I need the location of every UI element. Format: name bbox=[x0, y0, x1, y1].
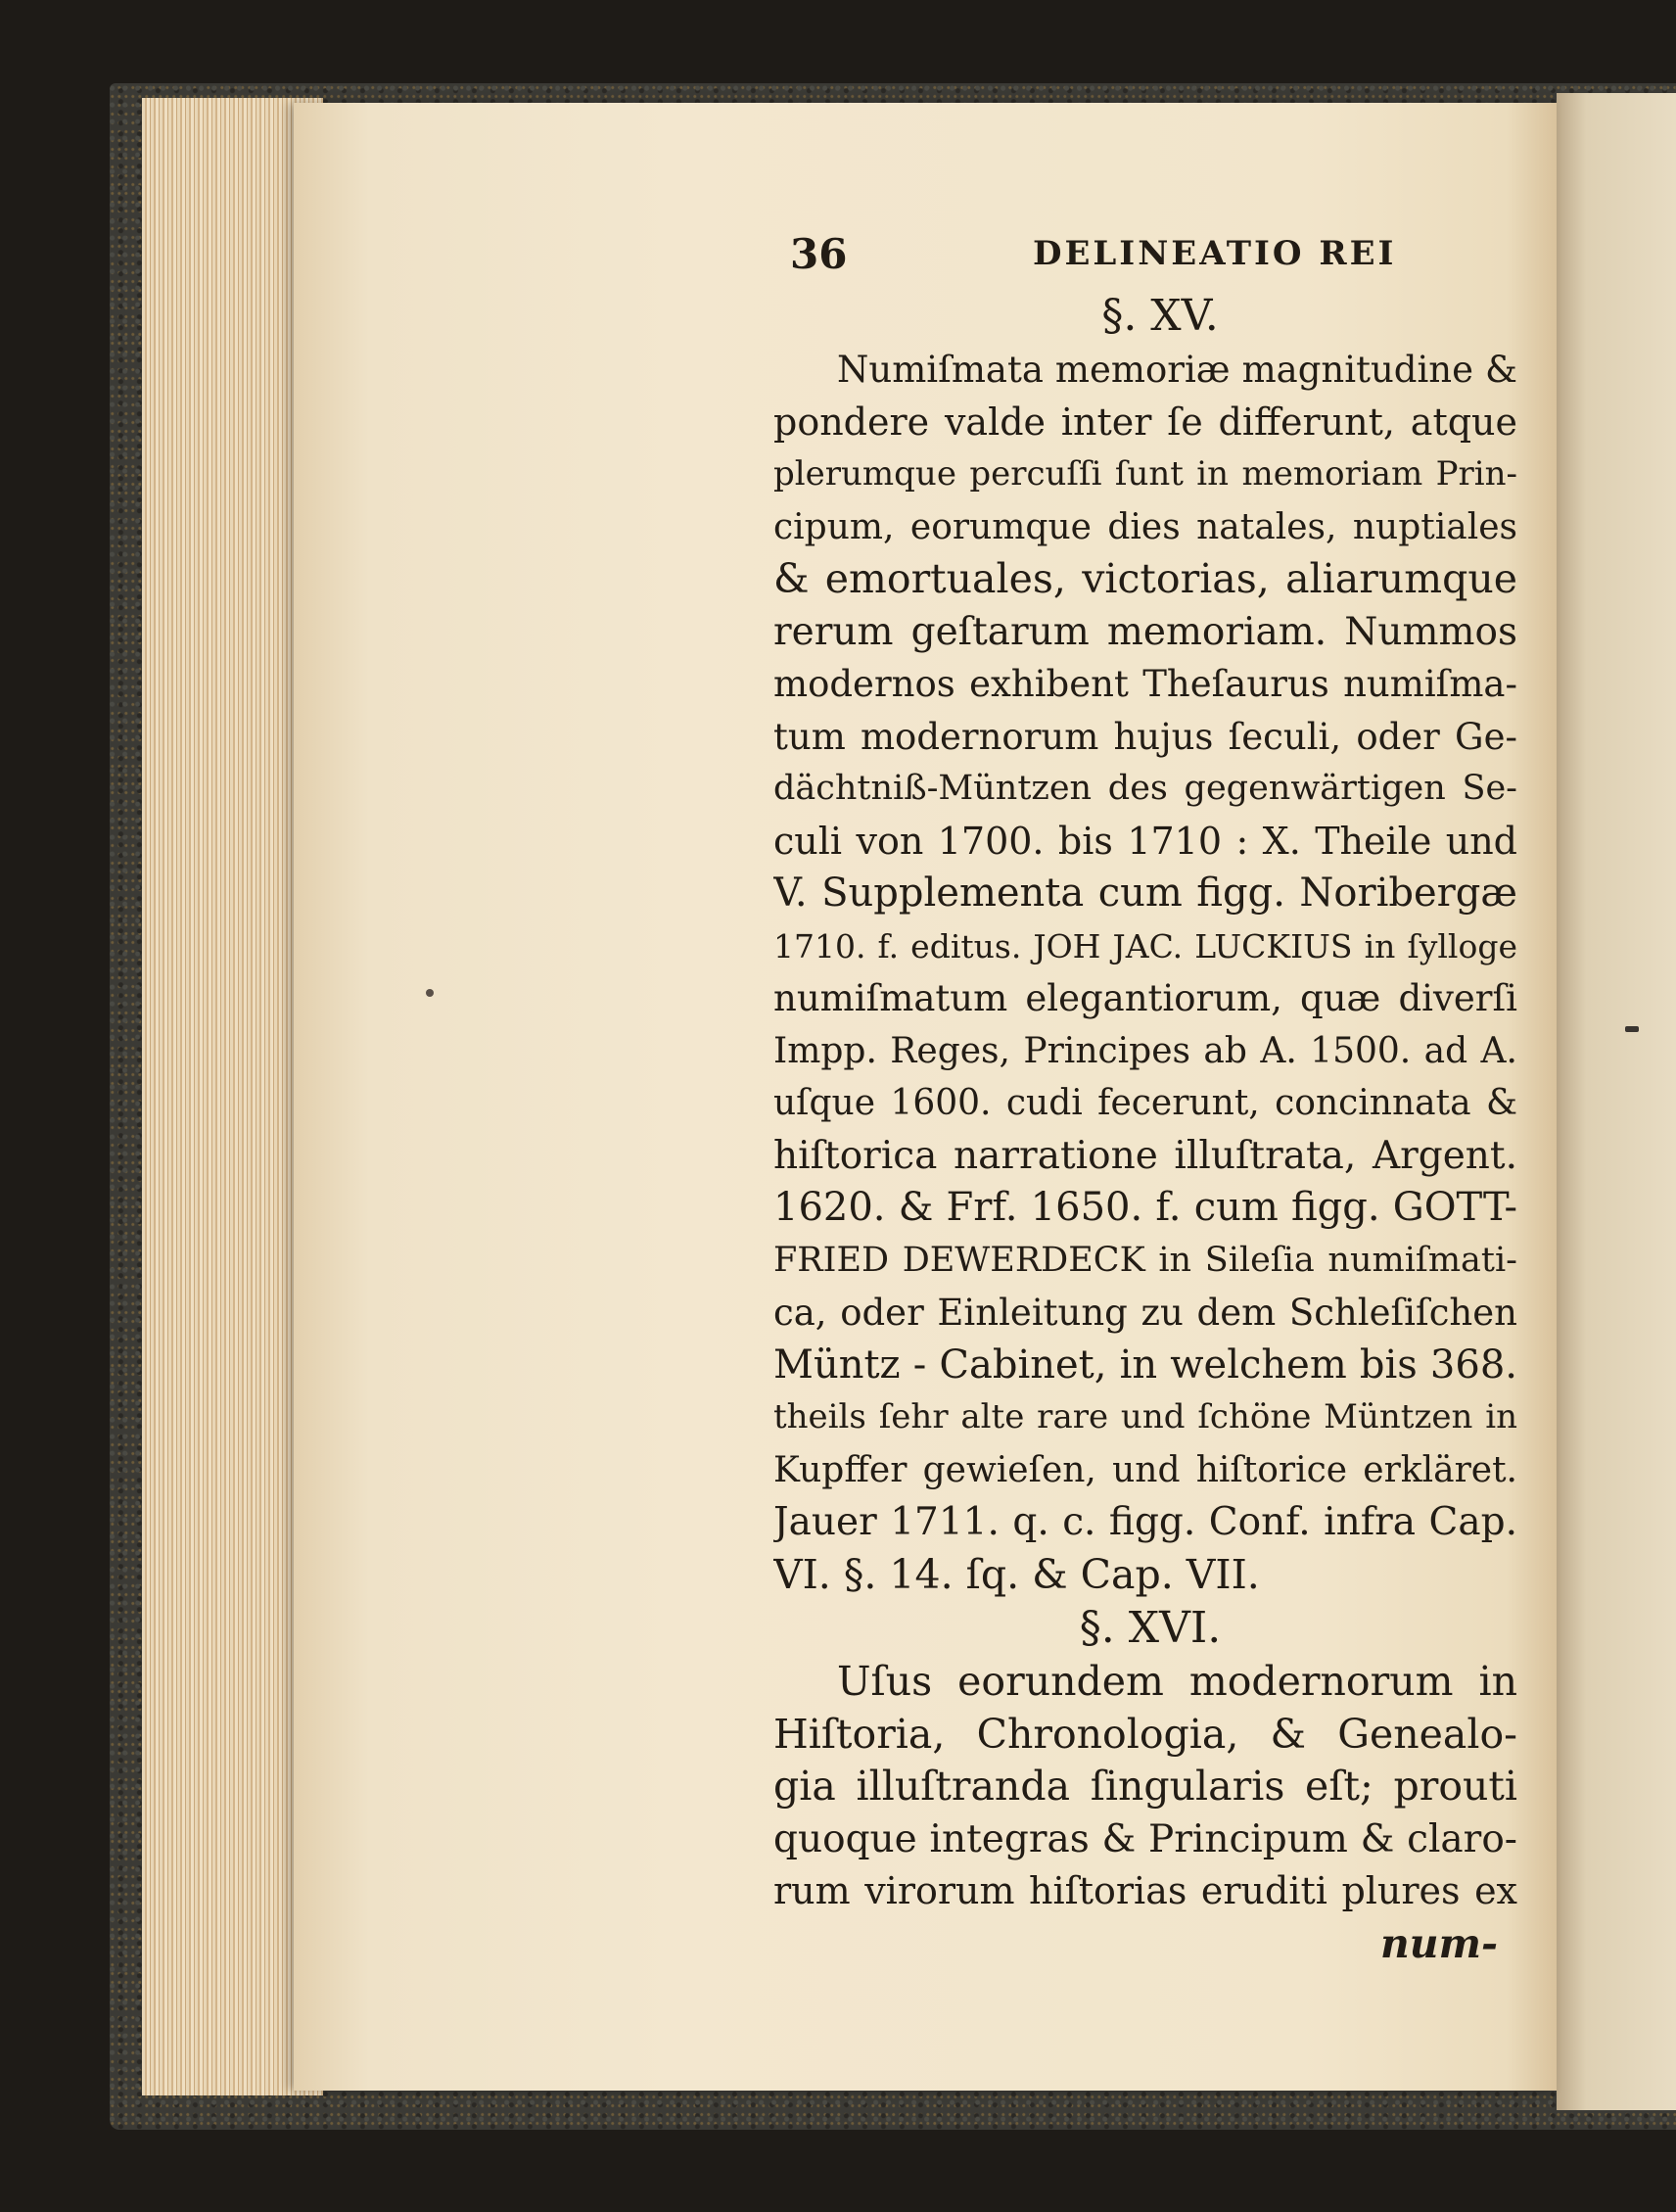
text-line: & emortuales, victorias, aliarumque bbox=[773, 555, 1517, 602]
section-heading-15: §. XV. bbox=[1101, 291, 1219, 341]
text-line: cipum, eorumque dies natales, nuptiales bbox=[773, 506, 1517, 547]
paragraph-section-15 bbox=[773, 344, 1517, 1601]
text-line: hiſtorica narratione illuſtrata, Argent. bbox=[773, 1133, 1517, 1178]
text-line: numiſmatum elegantiorum, quæ diverſi bbox=[773, 977, 1517, 1019]
text-line: 1710. f. editus. JOH JAC. LUCKIUS in ſylloge bbox=[773, 926, 1517, 965]
facing-page-mark bbox=[1625, 1026, 1639, 1032]
text-line: plerumque percuſſi ſunt in memoriam Prin- bbox=[773, 454, 1517, 494]
text-line: 1620. & Frf. 1650. f. cum figg. GOTT- bbox=[773, 1185, 1517, 1230]
text-line: theils ſehr alte rare und ſchöne Müntzen in bbox=[773, 1397, 1517, 1436]
page-blemish bbox=[426, 989, 434, 997]
facing-page bbox=[1557, 93, 1676, 2110]
page-header bbox=[773, 230, 1517, 289]
text-line: Impp. Reges, Principes ab A. 1500. ad A. bbox=[773, 1030, 1517, 1071]
text-line: Müntz - Cabinet, in welchem bis 368. bbox=[773, 1341, 1517, 1388]
text-line: uſque 1600. cudi fecerunt, concinnata & bbox=[773, 1083, 1517, 1123]
text-line: rum virorum hiſtorias eruditi plures ex bbox=[773, 1869, 1517, 1912]
page-number: 36 bbox=[790, 230, 848, 278]
page-text bbox=[773, 230, 1517, 1970]
text-line: gia illuſtranda ſingularis eſt; prouti bbox=[773, 1763, 1517, 1810]
text-line: modernos exhibent Theſaurus numiſma- bbox=[773, 663, 1517, 705]
text-line: tum modernorum hujus ſeculi, oder Ge- bbox=[773, 715, 1517, 758]
text-line: dächtniß-Müntzen des gegenwärtigen Se- bbox=[773, 769, 1517, 808]
text-line: VI. §. 14. ſq. & Cap. VII. bbox=[773, 1550, 1260, 1598]
catchword: num- bbox=[1379, 1919, 1498, 1967]
text-line: V. Supplementa cum figg. Noribergæ bbox=[773, 871, 1517, 916]
paragraph-section-16 bbox=[773, 1656, 1517, 1918]
text-line: Hiſtoria, Chronologia, & Genealo- bbox=[773, 1710, 1517, 1758]
text-line: Numiſmata memoriæ magnitudine & bbox=[837, 349, 1517, 391]
text-line: quoque integras & Principum & claro- bbox=[773, 1816, 1517, 1861]
text-line: culi von 1700. bis 1710 : X. Theile und bbox=[773, 819, 1517, 863]
text-line: Uſus eorundem modernorum in bbox=[837, 1658, 1517, 1705]
text-line: Jauer 1711. q. c. figg. Conf. infra Cap. bbox=[773, 1500, 1517, 1544]
section-heading-16: §. XVI. bbox=[1079, 1603, 1222, 1653]
text-line: rerum geſtarum memoriam. Nummos bbox=[773, 609, 1517, 654]
running-head: DELINEATIO REI bbox=[1033, 234, 1397, 273]
text-line: ca, oder Einleitung zu dem Schleſiſchen bbox=[773, 1292, 1517, 1334]
text-line: Kupffer gewieſen, und hiſtorice erkläret. bbox=[773, 1449, 1517, 1490]
text-line: pondere valde inter ſe differunt, atque bbox=[773, 400, 1517, 444]
text-line: FRIED DEWERDECK in Sileſia numiſmati- bbox=[773, 1240, 1517, 1280]
